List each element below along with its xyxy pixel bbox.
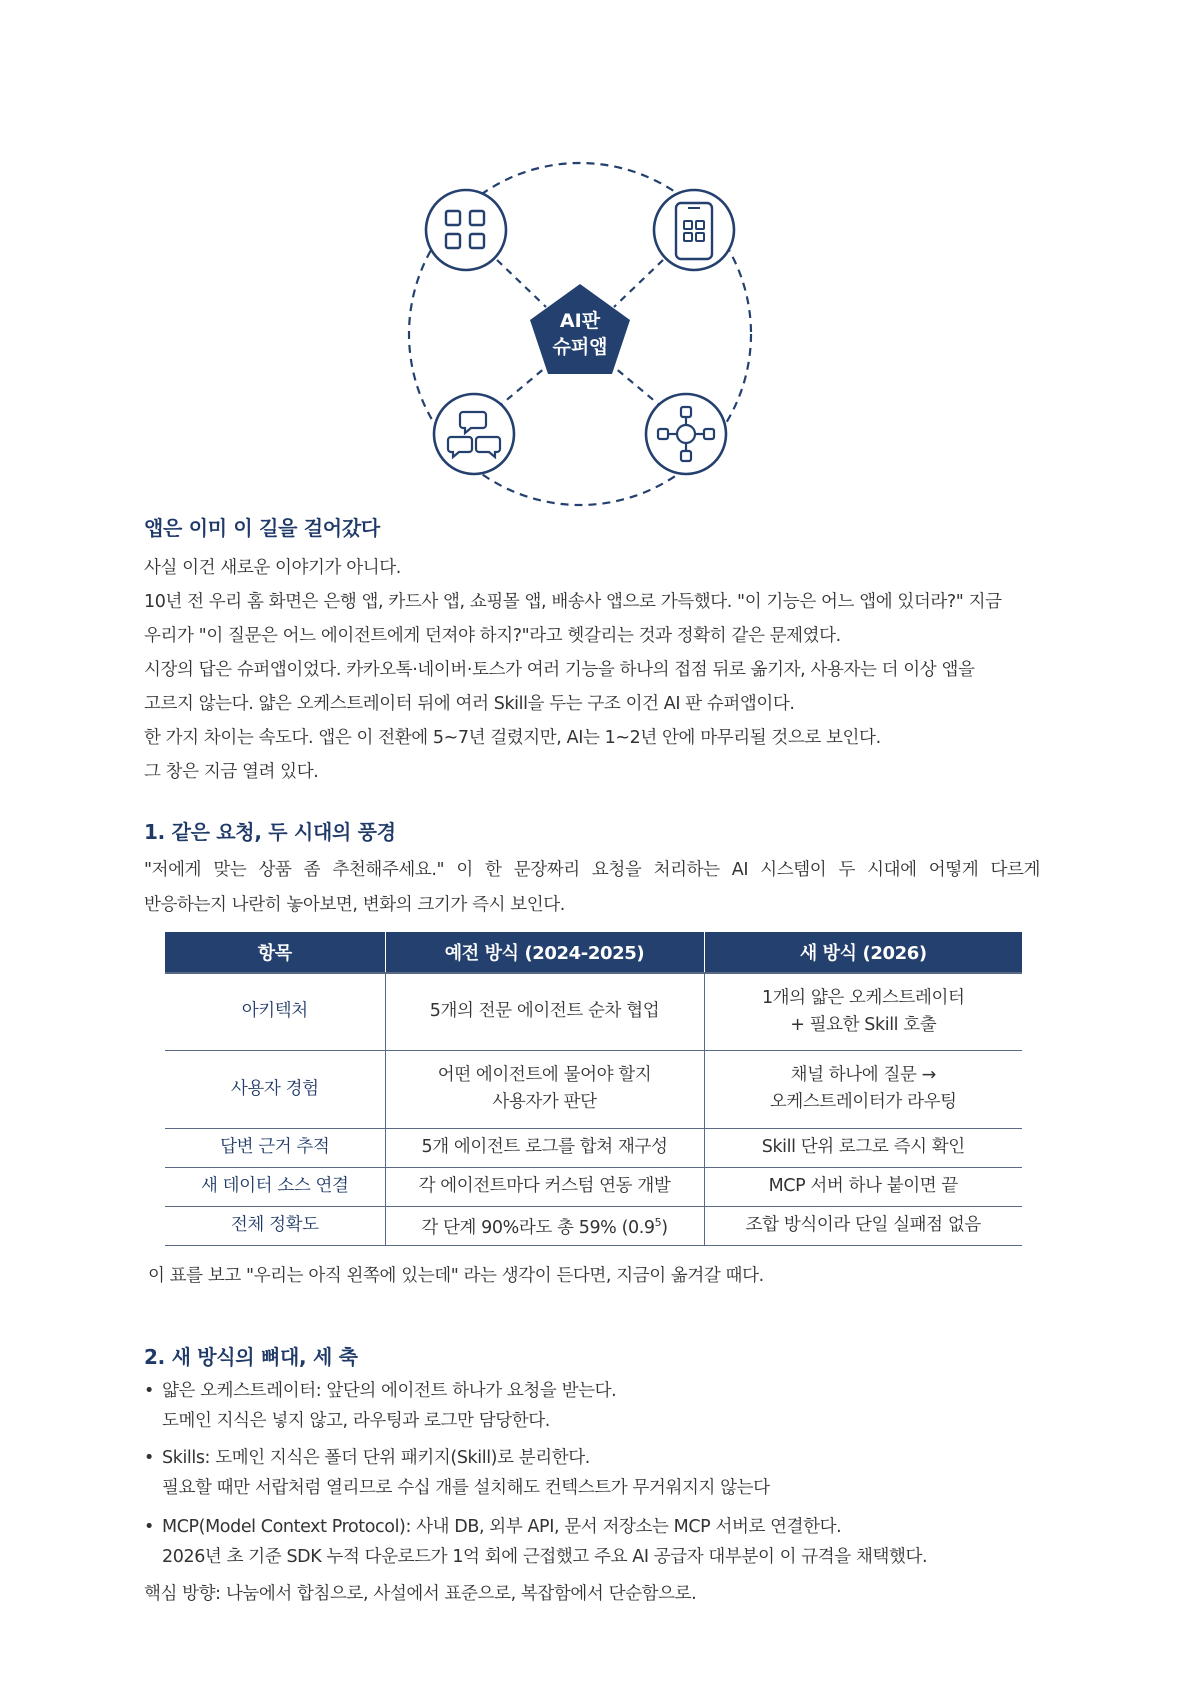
center-label-line2: 슈퍼앱	[552, 336, 608, 358]
bullet-line: MCP(Model Context Protocol): 사내 DB, 외부 API, 문서 저장소는 MCP 서버로 연결한다.	[162, 1517, 842, 1537]
old-cell: 5개 에이전트 로그를 합쳐 재구성	[385, 1128, 704, 1167]
new-cell	[704, 973, 1022, 1050]
row-label: 사용자 경험	[165, 1050, 385, 1128]
connector-line	[614, 260, 663, 307]
header-old-way: 예전 방식 (2024-2025)	[385, 932, 704, 973]
comparison-table	[165, 932, 1022, 1246]
old-cell	[385, 1206, 704, 1245]
new-cell	[704, 1050, 1022, 1128]
table-row	[165, 1167, 1022, 1206]
table-row	[165, 1206, 1022, 1245]
old-cell-text: 각 단계 90%라도 총 59% (0.9	[421, 1217, 655, 1238]
row-label: 전체 정확도	[165, 1206, 385, 1245]
bullet-continuation: 필요할 때만 서랍처럼 열리므로 수십 개를 설치해도 컨텍스트가 무거워지지 않는다	[162, 1478, 770, 1498]
grid-icon	[426, 190, 506, 270]
connector-line	[614, 367, 663, 408]
chat-icon	[434, 394, 514, 474]
paragraph-line: 사실 이건 새로운 이야기가 아니다.	[144, 558, 401, 578]
center-label-line1: AI판	[559, 310, 601, 332]
table-row	[165, 1128, 1022, 1167]
row-label: 새 데이터 소스 연결	[165, 1167, 385, 1206]
bullet-line: 얇은 오케스트레이터: 앞단의 에이전트 하나가 요청을 받는다.	[162, 1381, 617, 1401]
super-app-diagram	[380, 152, 780, 512]
new-cell-line: 오케스트레이터가 라우팅	[769, 1092, 957, 1112]
table-row	[165, 973, 1022, 1050]
intro-paragraph-line2: 반응하는지 나란히 놓아보면, 변화의 크기가 즉시 보인다.	[144, 895, 565, 915]
network-icon	[646, 394, 726, 474]
row-label: 답변 근거 추적	[165, 1128, 385, 1167]
bullet-dot: •	[144, 1381, 154, 1401]
old-cell-line: 어떤 에이전트에 물어야 할지	[437, 1065, 652, 1085]
bullet-continuation: 도메인 지식은 넣지 않고, 라우팅과 로그만 담당한다.	[162, 1411, 550, 1431]
bullet-dot: •	[144, 1517, 154, 1537]
old-cell-line: 사용자가 판단	[492, 1092, 597, 1112]
table-header-row	[165, 932, 1022, 973]
new-cell-line: + 필요한 Skill 호출	[790, 1014, 937, 1035]
section-heading-comparison: 1. 같은 요청, 두 시대의 풍경	[144, 820, 396, 844]
bullet-item	[144, 1446, 590, 1470]
new-cell: MCP 서버 하나 붙이면 끝	[704, 1167, 1022, 1206]
intro-paragraph-line1: "저에게 맞는 상품 좀 추천해주세요." 이 한 문장짜리 요청을 처리하는 AI 시스템이 두 시대에 어떻게 다르게	[144, 860, 1040, 880]
new-cell-line: 채널 하나에 질문 →	[790, 1065, 936, 1085]
new-cell: Skill 단위 로그로 즉시 확인	[704, 1128, 1022, 1167]
paragraph-line: 고르지 않는다. 얇은 오케스트레이터 뒤에 여러 Skill을 두는 구조 이건 AI 판 슈퍼앱이다.	[144, 694, 795, 714]
connector-line	[497, 260, 546, 307]
paragraph-line: 10년 전 우리 홈 화면은 은행 앱, 카드사 앱, 쇼핑몰 앱, 배송사 앱으로 가득했다. "이 기능은 어느 앱에 있더라?" 지금	[144, 592, 1002, 612]
bullet-line: Skills: 도메인 지식은 폴더 단위 패키지(Skill)로 분리한다.	[162, 1448, 590, 1468]
smartphone-icon	[654, 190, 734, 270]
row-label: 아키텍처	[165, 973, 385, 1050]
exponent: 5	[654, 1216, 662, 1230]
diagram-svg	[380, 152, 780, 512]
bullet-dot: •	[144, 1448, 154, 1468]
header-new-way: 새 방식 (2026)	[704, 932, 1022, 973]
paragraph-line: 우리가 "이 질문은 어느 에이전트에게 던져야 하지?"라고 헷갈리는 것과 정확히 같은 문제였다.	[144, 626, 841, 646]
bullet-item	[144, 1515, 841, 1539]
paragraph-line: 시장의 답은 슈퍼앱이었다. 카카오톡·네이버·토스가 여러 기능을 하나의 접점 뒤로 옮기자, 사용자는 더 이상 앱을	[144, 660, 975, 680]
old-cell: 5개의 전문 에이전트 순차 협업	[385, 973, 704, 1050]
table-note: 이 표를 보고 "우리는 아직 왼쪽에 있는데" 라는 생각이 든다면, 지금이 옮겨갈 때다.	[148, 1266, 764, 1286]
paragraph-line: 한 가지 차이는 속도다. 앱은 이 전환에 5~7년 걸렸지만, AI는 1~2년 안에 마무리될 것으로 보인다.	[144, 728, 881, 748]
section-heading-apps: 앱은 이미 이 길을 걸어갔다	[144, 516, 380, 540]
connector-line	[497, 367, 546, 408]
paragraph-line: 그 창은 지금 열려 있다.	[144, 762, 319, 782]
table-row	[165, 1050, 1022, 1128]
new-cell: 조합 방식이라 단일 실패점 없음	[704, 1206, 1022, 1245]
header-item: 항목	[165, 932, 385, 973]
old-cell-text-end: )	[661, 1217, 668, 1238]
section-heading-pillars: 2. 새 방식의 뼈대, 세 축	[144, 1345, 358, 1369]
bullet-continuation: 2026년 초 기준 SDK 누적 다운로드가 1억 회에 근접했고 주요 AI 공급자 대부분이 이 규격을 채택했다.	[162, 1547, 928, 1567]
new-cell-line: 1개의 얇은 오케스트레이터	[761, 987, 965, 1008]
bullet-item	[144, 1379, 616, 1403]
old-cell: 각 에이전트마다 커스텀 연동 개발	[385, 1167, 704, 1206]
conclusion: 핵심 방향: 나눔에서 합침으로, 사설에서 표준으로, 복잡함에서 단순함으로.	[144, 1584, 697, 1604]
old-cell	[385, 1050, 704, 1128]
